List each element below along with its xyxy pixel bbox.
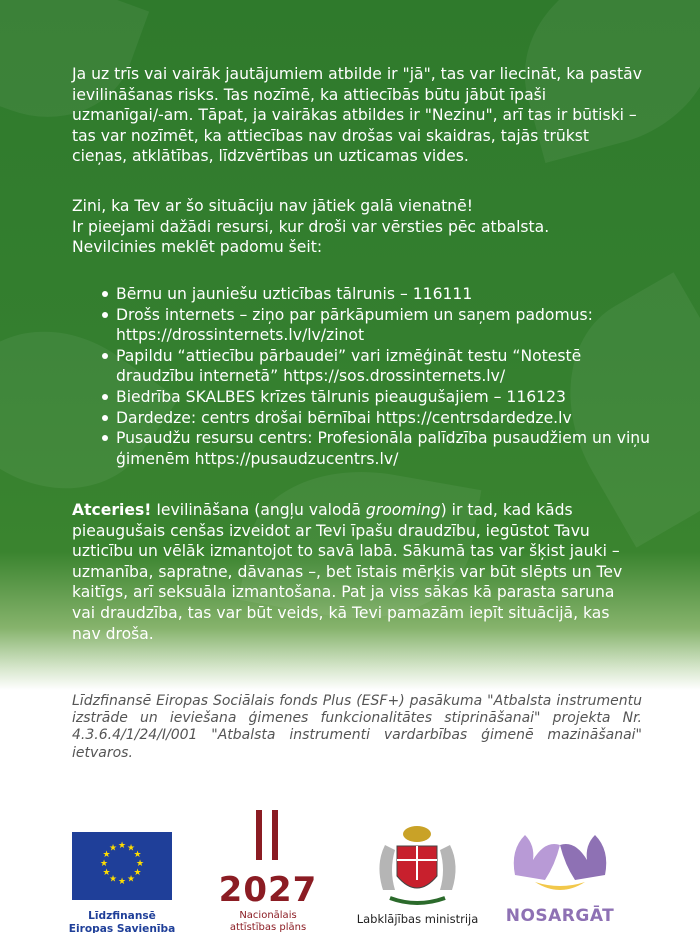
- svg-text:★: ★: [102, 868, 111, 878]
- eu-caption-line-1: Līdzfinansē: [88, 910, 156, 922]
- ministry-logo: [355, 820, 480, 930]
- remember-text-after: ) ir tad, kad kāds pieaugušais cenšas izveidot ar Tevi īpašu draudzību, iegūstot Tavu uzticību un vēlāk izmantojot to savā labā. Sākumā tas var šķist jauki – uzmanība, sapratne, dāvanas –, bet īstais mērķis var būt slēpts un Tev kaitīgs, arī seksuāla izmantošana. Pat ja viss sākas kā parasta saruna vai draudzība, tas var būt veids, kā Tevi pamazām iepīt situācijā, kas nav droša.: [72, 501, 623, 643]
- eu-flag-icon: [72, 832, 172, 900]
- support-paragraph: [72, 196, 642, 258]
- remember-paragraph: [72, 500, 642, 644]
- funding-footnote: Līdzfinansē Eiropas Sociālais fonds Plus (ESF+) pasākuma "Atbalsta instrumentu izstrāde un ieviešana ģimenes funkcionalitātes stiprināšanai" projekta Nr. 4.3.6.4/1/24/I/001 "Atbalsta instrumenti vardarbības ģimenē mazināšanai" ietvaros.: [72, 693, 642, 761]
- coat-of-arms-icon: [355, 820, 480, 910]
- svg-text:★: ★: [117, 877, 127, 887]
- resource-item: Drošs internets – ziņo par pārkāpumiem un saņem padomus: https://drossinternets.lv/lv/zinot: [100, 305, 660, 346]
- nosargat-logo: [505, 820, 615, 930]
- ministry-caption: Labklājības ministrija: [356, 912, 479, 926]
- resource-list: [100, 284, 660, 469]
- svg-text:★: ★: [117, 841, 127, 851]
- svg-text:★: ★: [108, 843, 118, 854]
- svg-text:★: ★: [126, 843, 136, 854]
- plan-caption-line-2: attīstības plāns: [229, 921, 307, 933]
- eu-caption-line-2: Eiropas Savienība: [68, 923, 176, 933]
- svg-text:★: ★: [133, 868, 142, 878]
- resource-item: Biedrība SKALBES krīzes tālrunis pieaugušajiem – 116123: [100, 387, 660, 408]
- plan-year: 2027: [218, 870, 318, 910]
- plan-bars-icon: [248, 810, 288, 860]
- svg-text:★: ★: [102, 850, 111, 860]
- remember-text-before: Ievilināšana (angļu valodā: [151, 501, 366, 519]
- support-line-3: Nevilcinies meklēt padomu šeit:: [72, 238, 323, 257]
- support-line-1: Zini, ka Tev ar šo situāciju nav jātiek galā vienatnē!: [72, 197, 473, 215]
- svg-text:★: ★: [133, 850, 142, 860]
- resource-item: Bērnu un jauniešu uzticības tālrunis – 116111: [100, 284, 660, 305]
- svg-text:★: ★: [135, 859, 145, 869]
- eu-stars: [72, 832, 172, 900]
- nosargat-caption: NOSARGĀT: [505, 906, 615, 926]
- svg-text:★: ★: [126, 874, 136, 885]
- plan-caption: [218, 910, 318, 933]
- remember-label: Atceries!: [72, 501, 152, 519]
- resource-item: Pusaudžu resursu centrs: Profesionāla palīdzība pusaudžiem un viņu ģimenēm https://pusaudzucentrs.lv/: [100, 428, 660, 469]
- hands-icon: [505, 820, 615, 900]
- intro-paragraph: Ja uz trīs vai vairāk jautājumiem atbilde ir "jā", tas var liecināt, ka pastāv ievilināšanas risks. Tas nozīmē, ka attiecībās būtu jābūt īpaši uzmanīgai/-am. Tāpat, ja vairākas atbildes ir "Nezinu", arī tas ir būtiski – tas var nozīmēt, ka attiecības nav drošas vai skaidras, tajās trūkst cieņas, atklātības, līdzvērtības un uzticamas vides.: [72, 65, 642, 166]
- eu-logo: [68, 820, 176, 933]
- remember-term: grooming: [365, 501, 441, 519]
- svg-text:★: ★: [108, 874, 118, 885]
- resource-item: Dardedze: centrs drošai bērnībai https://centrsdardedze.lv: [100, 408, 660, 429]
- support-line-2: Ir pieejami dažādi resursi, kur droši var vērsties pēc atbalsta.: [72, 217, 550, 236]
- svg-text:★: ★: [99, 859, 109, 869]
- national-plan-logo: [218, 820, 318, 933]
- plan-caption-line-1: Nacionālais: [239, 910, 297, 921]
- eu-caption: [68, 910, 176, 933]
- resource-item: Papildu “attiecību pārbaudei” vari izmēģināt testu “Notestē draudzību internetā” https://sos.drossinternets.lv/: [100, 346, 660, 387]
